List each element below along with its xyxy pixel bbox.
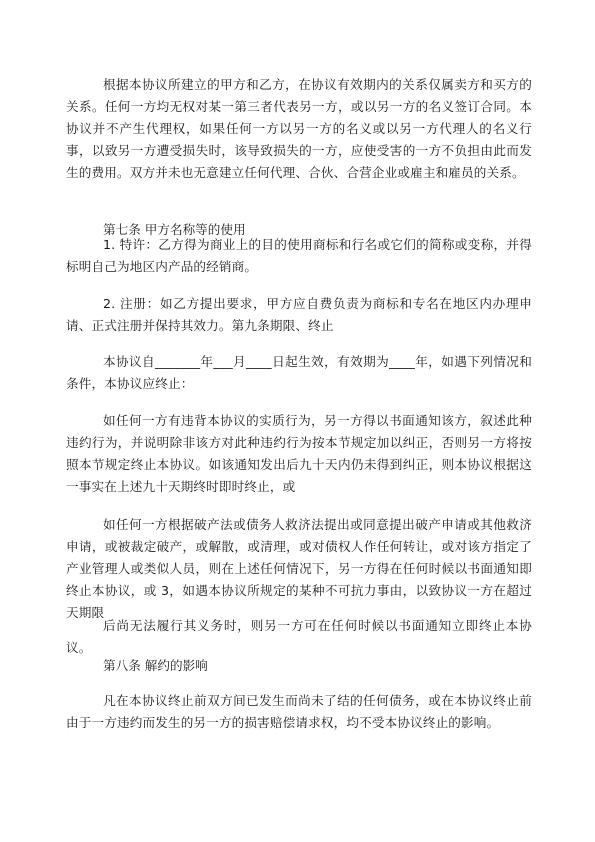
paragraph-termination-effect: 凡在本协议终止前双方间已发生而尚未了结的任何债务，或在本协议终止前由于一方违约而发生的另一方的损害赔偿请求权，均不受本协议终止的影响。 bbox=[66, 693, 532, 730]
paragraph-registration: 2. 注册：如乙方提出要求，甲方应自费负责为商标和专名在地区内办理申请、正式注册并保持其效力。第九条期限、终止 bbox=[66, 296, 532, 333]
paragraph-force-majeure: 后尚无法履行其义务时，则另一方可在任何时候以书面通知立即终止本协议。 bbox=[66, 618, 532, 655]
paragraph-breach: 如任何一方有违背本协议的实质行为，另一方得以书面通知该方，叙述此种违约行为，并说明除非该方对此种违约行为按本节规定加以纠正，否则另一方将按照本节规定终止本协议。如该通知发出后九十天内仍未得到纠正，则本协议根据这一事实在上述九十天期终时即时终止，或 bbox=[66, 413, 532, 494]
heading-article-8: 第八条 解约的影响 bbox=[103, 658, 208, 673]
heading-article-7: 第七条 甲方名称等的使用 bbox=[103, 222, 246, 237]
paragraph-term: 本协议自_______年___月____日起生效，有效期为____年，如遇下列情况和条件，本协议应终止： bbox=[66, 354, 532, 391]
paragraph-license: 1. 特许：乙方得为商业上的目的使用商标和行名或它们的简称或变称，并得标明自己为地区内产品的经销商。 bbox=[66, 237, 532, 274]
paragraph-bankruptcy: 如任何一方根据破产法或债务人救济法提出或同意提出破产申请或其他救济申请，或被裁定破产，或解散，或清理，或对债权人作任何转让，或对该方指定了产业管理人或类似人员，则在上述任何情况下，另一方得在任何时候以书面通知即终止本协议，或 3，如遇本协议所规定的某种不可抗力事由，以致协议一方在超过天期限 bbox=[66, 517, 532, 620]
paragraph-relationship: 根据本协议所建立的甲方和乙方，在协议有效期内的关系仅属卖方和买方的关系。任何一方均无权对某一第三者代表另一方，或以另一方的名义签订合同。本协议并不产生代理权，如果任何一方以另一方的名义或以另一方代理人的名义行事，以致另一方遭受损失时，该导致损失的一方，应使受害的一方不负担由此而发生的费用。双方并未也无意建立任何代理、合伙、合营企业或雇主和雇员的关系。 bbox=[66, 77, 532, 180]
